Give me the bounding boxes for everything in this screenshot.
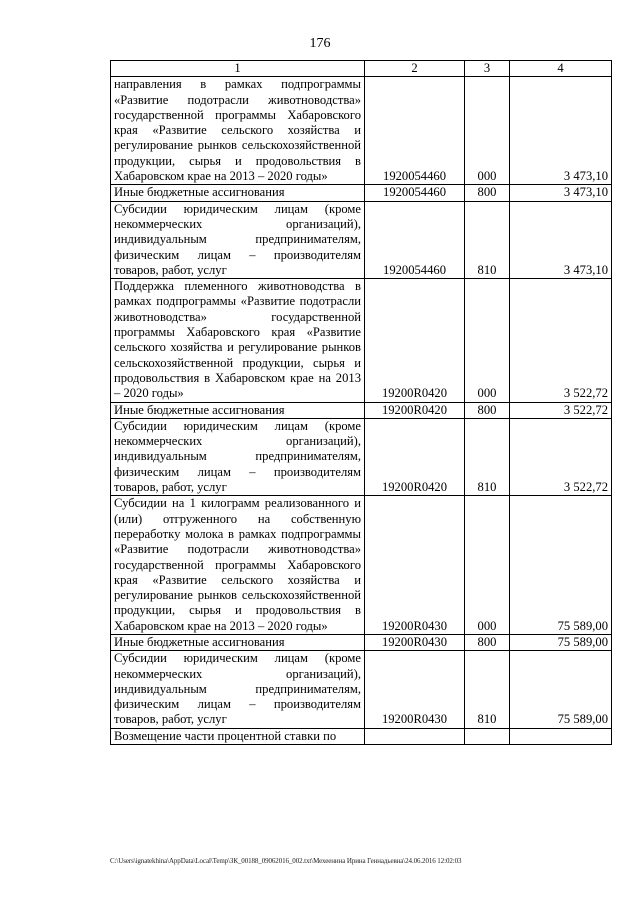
row-description: Иные бюджетные ассигнования [111,634,365,650]
row-expense-type: 800 [465,402,510,418]
table-row [111,185,612,201]
row-expense-type [465,728,510,744]
row-target-code: 1920054460 [365,77,465,185]
table-row [111,201,612,278]
row-amount: 75 589,00 [510,496,612,635]
row-target-code: 1920054460 [365,201,465,278]
file-path-footer: C:\Users\ignatekhina\AppData\Local\Temp\ЗК_00188_09062016_002.txt\Мехеенина Ирина Геннадьевна\24.06.2016 12:02:03 [110,857,462,865]
row-amount: 3 522,72 [510,279,612,402]
row-amount: 3 522,72 [510,402,612,418]
row-expense-type: 000 [465,77,510,185]
table-header-row [111,61,612,77]
row-amount: 3 473,10 [510,77,612,185]
row-amount: 3 473,10 [510,185,612,201]
row-expense-type: 000 [465,496,510,635]
row-expense-type: 800 [465,185,510,201]
row-expense-type: 810 [465,651,510,728]
table-row [111,402,612,418]
row-target-code [365,728,465,744]
column-header: 4 [510,61,612,77]
row-description: Возмещение части процентной ставки по [111,728,365,744]
row-description: Иные бюджетные ассигнования [111,402,365,418]
row-amount: 75 589,00 [510,634,612,650]
row-target-code: 19200R0420 [365,279,465,402]
row-description: Субсидии юридическим лицам (кроме некоммерческих организаций), индивидуальным предпринимателям, физическим лицам – производителям товаров, работ, услуг [111,418,365,495]
row-amount [510,728,612,744]
row-target-code: 19200R0430 [365,496,465,635]
table-row [111,77,612,185]
column-header: 1 [111,61,365,77]
row-target-code: 19200R0420 [365,402,465,418]
row-target-code: 19200R0430 [365,651,465,728]
table-row [111,728,612,744]
row-target-code: 19200R0430 [365,634,465,650]
row-amount: 75 589,00 [510,651,612,728]
table-row [111,418,612,495]
table-row [111,279,612,402]
column-header: 3 [465,61,510,77]
table-row [111,634,612,650]
page-number: 176 [309,36,331,51]
table-row [111,496,612,635]
row-expense-type: 810 [465,201,510,278]
row-amount: 3 522,72 [510,418,612,495]
budget-table [110,60,612,745]
row-description: направления в рамках подпрограммы «Развитие подотрасли животноводства» государственной программы Хабаровского края «Развитие сельского хозяйства и регулирование рынков сельскохозяйственной продукции, сырья и продовольствия в Хабаровском крае на 2013 – 2020 годы» [111,77,365,185]
row-amount: 3 473,10 [510,201,612,278]
row-description: Поддержка племенного животноводства в рамках подпрограммы «Развитие подотрасли животноводства» государственной программы Хабаровского края «Развитие сельского хозяйства и регулирование рынков сельскохозяйственной продукции, сырья и продовольствия в Хабаровском крае на 2013 – 2020 годы» [111,279,365,402]
row-target-code: 19200R0420 [365,418,465,495]
table-row [111,651,612,728]
row-description: Субсидии на 1 килограмм реализованного и (или) отгруженного на собственную переработку молока в рамках подпрограммы «Развитие подотрасли животноводства» государственной программы Хабаровского края «Развитие сельского хозяйства и регулирование рынков сельскохозяйственной продукции, сырья и продовольствия в Хабаровском крае на 2013 – 2020 годы» [111,496,365,635]
row-target-code: 1920054460 [365,185,465,201]
row-expense-type: 810 [465,418,510,495]
column-header: 2 [365,61,465,77]
row-expense-type: 800 [465,634,510,650]
row-description: Субсидии юридическим лицам (кроме некоммерческих организаций), индивидуальным предпринимателям, физическим лицам – производителям товаров, работ, услуг [111,651,365,728]
row-description: Субсидии юридическим лицам (кроме некоммерческих организаций), индивидуальным предпринимателям, физическим лицам – производителям товаров, работ, услуг [111,201,365,278]
row-description: Иные бюджетные ассигнования [111,185,365,201]
row-expense-type: 000 [465,279,510,402]
